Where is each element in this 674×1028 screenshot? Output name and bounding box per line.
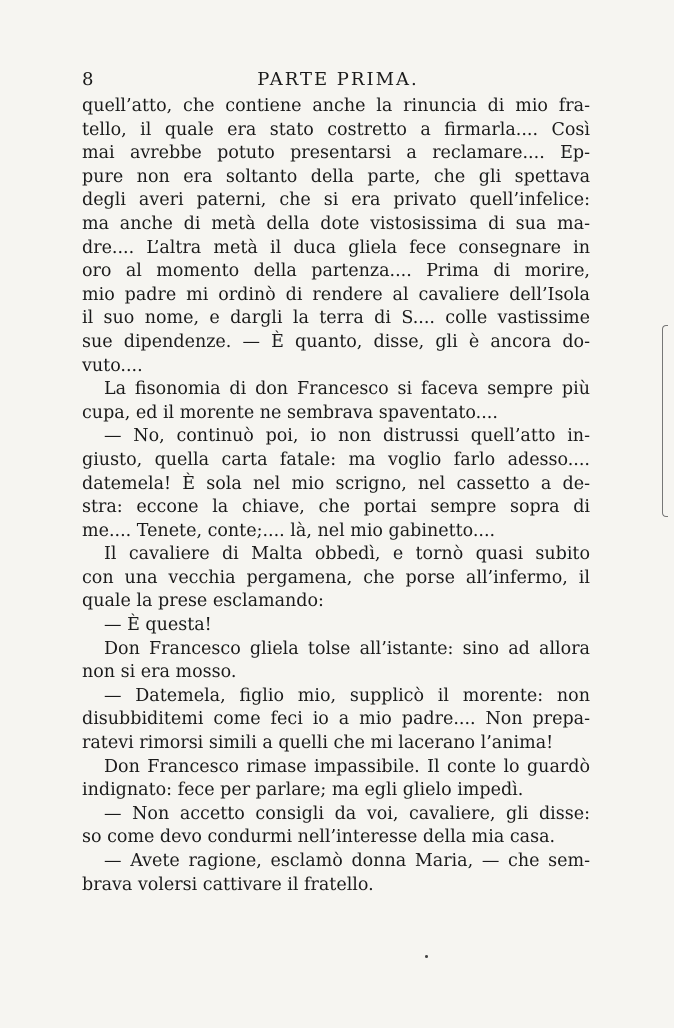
text-line: Don Francesco gliela tolse all’istante: sino ad allora [104,638,590,659]
margin-bracket-mark [662,325,668,517]
text-line: Il cavaliere di Malta obbedì, e tornò quasi subito [104,544,590,565]
text-line: — È questa! [104,615,212,636]
ink-speck [425,955,428,958]
text-line: dre.... L’altra metà il duca gliela fece consegnare in [82,237,590,258]
text-line: non si era mosso. [82,662,237,683]
text-line: oro al momento della partenza.... Prima di morire, [82,261,590,282]
text-line: mio padre mi ordinò di rendere al cavaliere dell’Isola [82,284,590,305]
text-line: La fisonomia di don Francesco si faceva sempre più [104,379,590,400]
text-line: stra: eccone la chiave, che portai sempre sopra di [82,497,590,518]
text-line: indignato: fece per parlare; ma egli glielo impedì. [82,780,524,801]
text-line: giusto, quella carta fatale: ma voglio farlo adesso.... [82,449,590,470]
text-line: me.... Tenete, conte;.... là, nel mio gabinetto.... [82,520,496,541]
body-text [82,95,590,897]
text-line: tello, il quale era stato costretto a firmarla.... Così [82,119,590,140]
text-line: — Non accetto consigli da voi, cavaliere, gli disse: [104,803,590,824]
text-line: con una vecchia pergamena, che porse all’infermo, il [82,567,590,588]
text-line: ratevi rimorsi simili a quelli che mi lacerano l’anima! [82,733,554,754]
text-line: ma anche di metà della dote vistosissima di sua ma- [82,213,590,234]
running-title: PARTE PRIMA. [257,69,419,90]
page-header [82,66,594,94]
text-line: brava volersi cattivare il fratello. [82,874,374,895]
text-line: — Datemela, figlio mio, supplicò il morente: non [104,685,590,706]
text-line: quell’atto, che contiene anche la rinuncia di mio fra- [82,96,590,116]
text-line: — No, continuò poi, io non distrussi quell’atto in- [104,426,590,447]
text-line: degli averi paterni, che si era privato quell’infelice: [82,190,590,211]
text-line: so come devo condurmi nell’interesse della mia casa. [82,827,556,848]
text-line: pure non era soltanto della parte, che gli spettava [82,166,590,187]
page-number: 8 [82,69,94,90]
text-line: Don Francesco rimase impassibile. Il conte lo guardò [104,756,590,777]
text-line: il suo nome, e dargli la terra di S.... colle vastissime [82,308,590,329]
text-line: cupa, ed il morente ne sembrava spaventato.... [82,402,498,423]
text-line: disubbiditemi come feci io a mio padre.... Non prepa- [82,709,590,730]
text-line: sue dipendenze. — È quanto, disse, gli è ancora do- [82,331,590,352]
text-line: vuto.... [82,355,143,376]
text-line: quale la prese esclamando: [82,591,324,612]
text-line: datemela! È sola nel mio scrigno, nel cassetto a de- [82,473,590,494]
text-line: mai avrebbe potuto presentarsi a reclamare.... Ep- [82,143,590,164]
text-line: — Avete ragione, esclamò donna Maria, — che sem- [104,851,590,871]
